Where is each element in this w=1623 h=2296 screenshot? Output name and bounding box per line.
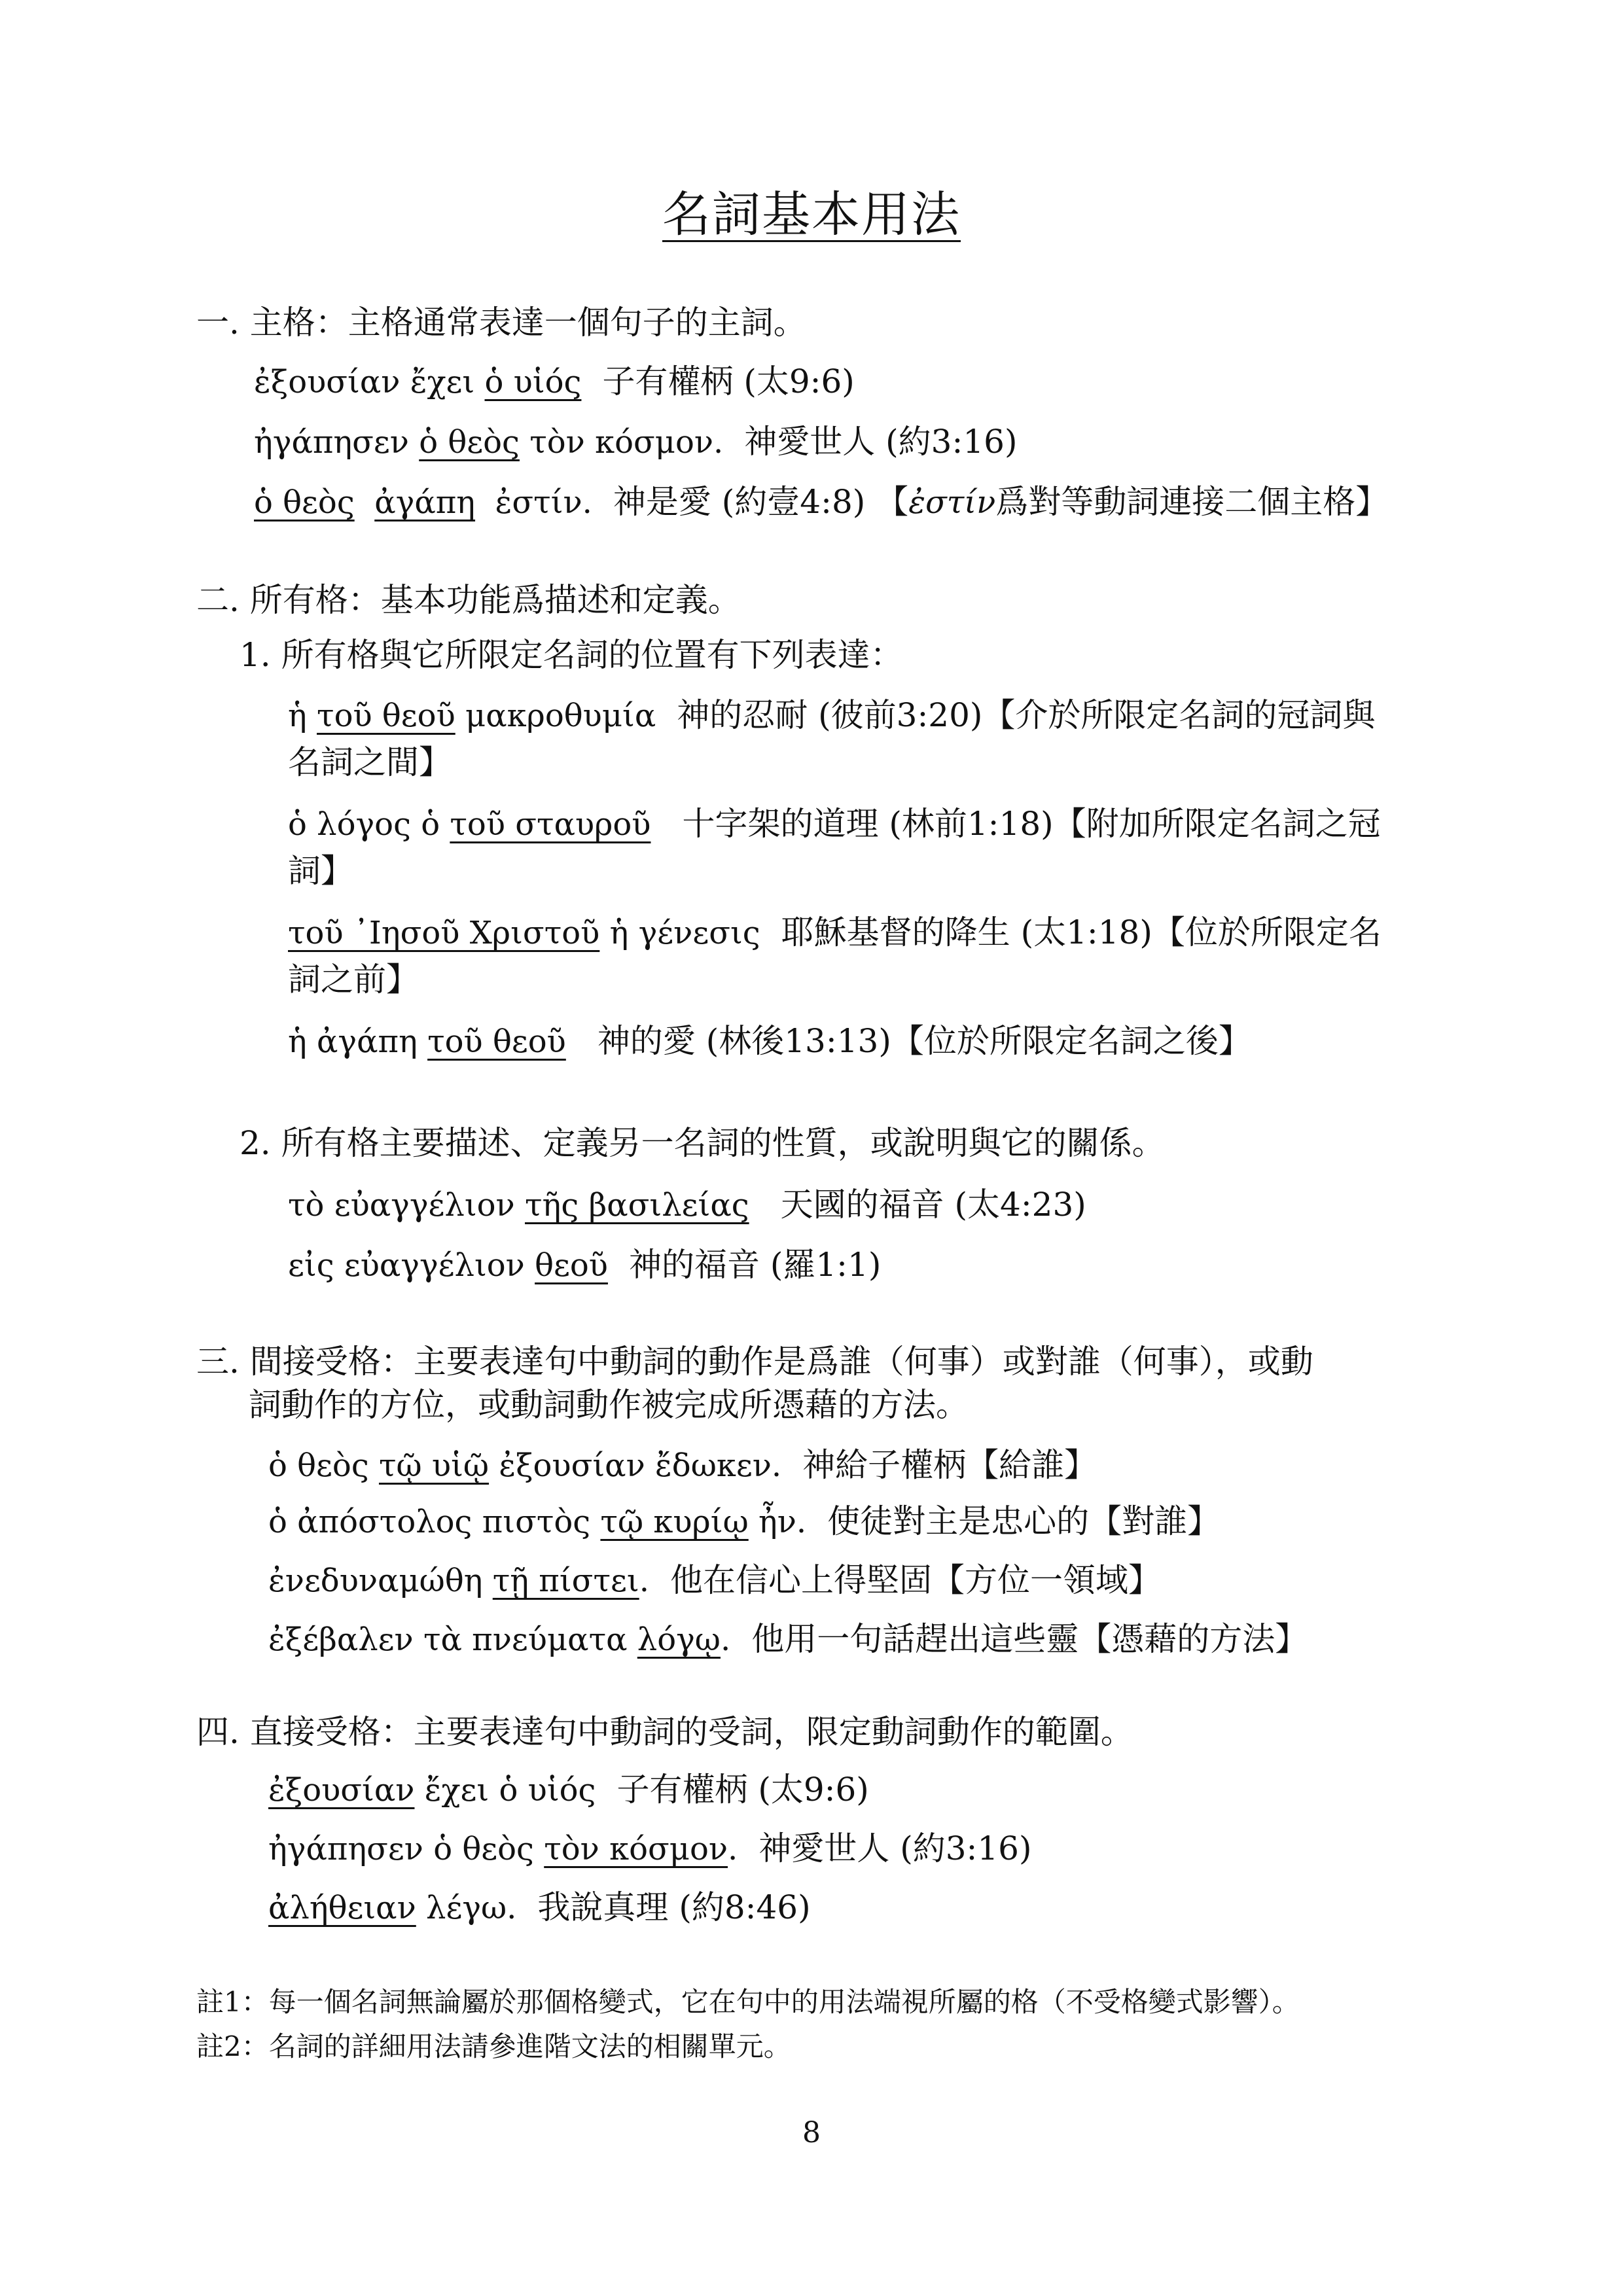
greek-underlined: ἐξουσίαν [268,1772,415,1809]
section-2-example-6 [288,1242,881,1288]
footnote-2: 註2：名詞的詳細用法請參進階文法的相關單元。 [196,2030,791,2062]
section-3-example-2 [268,1498,1220,1545]
section-3-example-3 [268,1557,1161,1604]
greek-text: εἰς εὐαγγέλιον [288,1247,535,1284]
section-2-example-5 [288,1182,1086,1228]
greek-underlined: ὁ υἱός [484,364,582,400]
greek-text: . [728,1831,738,1867]
greek-underlined: ὁ θεὸς [419,424,520,461]
section-2-example-2 [288,801,1381,847]
greek-text: ἡ γένεσις [599,915,760,951]
translation: 子有權柄 (太9:6) [616,1771,869,1809]
translation: 神的福音 (羅1:1) [628,1246,882,1284]
section-1-heading: 一. 主格：主格通常表達一個句子的主詞。 [196,304,806,342]
greek-underlined: λόγῳ [637,1621,721,1658]
translation: 天國的福音 (太4:23) [780,1186,1086,1224]
translation: 神的愛 (林後13:13)【位於所限定名詞之後】 [597,1022,1251,1060]
section-2-example-2-cont: 詞】 [288,852,353,890]
translation: 神愛世人 (約3:16) [758,1829,1032,1867]
translation: 子有權柄 (太9:6) [602,362,855,400]
section-2-subheading-1: 1. 所有格與它所限定名詞的位置有下列表達： [240,636,903,674]
section-1-example-1 [254,359,855,405]
section-2-example-3 [288,910,1382,956]
greek-text: ἐξέβαλεν τὰ πνεύματα [268,1621,637,1658]
section-4-example-1 [268,1767,869,1813]
page-title-text: 名詞基本用法 [662,186,961,243]
greek-text: ἐξουσίαν ἔδωκεν. [489,1447,782,1484]
greek-text: . [720,1621,731,1658]
greek-text: ὁ ἀπόστολος πιστὸς [268,1504,601,1540]
translation: 耶穌基督的降生 (太1:18)【位於所限定名 [781,913,1382,951]
greek-underlined: ἀγάπη [374,484,476,521]
section-4-example-2 [268,1826,1031,1872]
greek-text: τὸ εὐαγγέλιον [288,1187,525,1224]
page-number: 8 [802,2116,821,2149]
greek-text: ἦν. [748,1504,807,1540]
greek-underlined: τοῦ ᾿Ιησοῦ Χριστοῦ [288,915,600,951]
translation: 神給子權柄【給誰】 [802,1446,1097,1484]
greek-inline: ἐστίν [908,484,996,521]
greek-underlined: τῇ πίστει [492,1563,639,1599]
translation: 神的忍耐 (彼前3:20)【介於所限定名詞的冠詞與 [677,696,1376,734]
section-2-example-4 [288,1018,1251,1065]
greek-underlined: τῆς βασιλείας [525,1187,749,1224]
section-3-heading: 三. 間接受格：主要表達句中動詞的動作是爲誰（何事）或對誰（何事），或動 [196,1343,1313,1381]
greek-text: ἐξουσίαν ἔχει [254,364,485,400]
greek-space [355,484,375,521]
page-title [0,182,1623,247]
greek-underlined: τοῦ θεοῦ [427,1023,566,1060]
greek-underlined: τοῦ σταυροῦ [450,806,651,843]
translation: 他在信心上得堅固【方位一領域】 [669,1561,1161,1599]
greek-underlined: θεοῦ [535,1247,608,1284]
greek-text: ἡ ἀγάπη [288,1023,428,1060]
section-3-heading-cont: 詞動作的方位，或動詞動作被完成所憑藉的方法。 [249,1386,969,1424]
section-2-heading: 二. 所有格：基本功能爲描述和定義。 [196,581,741,619]
greek-underlined: τῷ κυρίῳ [600,1504,749,1540]
section-3-example-1 [268,1442,1097,1489]
section-2-example-1 [288,692,1375,739]
greek-text: τὸν κόσμον. [519,424,724,461]
greek-text: ὁ θεὸς [268,1447,379,1484]
translation: 他用一句話趕出這些靈【憑藉的方法】 [751,1620,1308,1658]
translation: 神愛世人 (約3:16) [744,423,1018,461]
greek-text: λέγω. [416,1890,517,1926]
greek-underlined: τῷ υἱῷ [378,1447,490,1484]
greek-underlined: ὁ θεὸς [254,484,355,521]
greek-text: ὁ λόγος ὁ [288,806,450,843]
translation: 使徒對主是忠心的【對誰】 [827,1502,1221,1540]
translation-note: 爲對等動詞連接二個主格】 [995,483,1389,521]
section-1-example-3 [254,479,1388,525]
section-4-example-3 [268,1884,811,1931]
greek-underlined: τὸν κόσμον [544,1831,728,1867]
footnote-1: 註1：每一個名詞無論屬於那個格變式，它在句中的用法端視所屬的格（不受格變式影響）。 [196,1986,1300,2018]
translation: 我說真理 (約8:46) [537,1888,811,1926]
section-2-example-1-cont: 名詞之間】 [288,743,452,781]
greek-text: . [639,1563,649,1599]
greek-text: ἐστίν. [475,484,592,521]
translation: 神是愛 (約壹4:8) 【 [613,483,909,521]
section-3-example-4 [268,1616,1308,1663]
translation: 十字架的道理 (林前1:18)【附加所限定名詞之冠 [682,805,1381,843]
greek-text: μακροθυμία [455,698,656,734]
greek-text: ἠγάπησεν [254,424,419,461]
section-2-example-3-cont: 詞之前】 [288,961,419,998]
section-4-heading: 四. 直接受格：主要表達句中動詞的受詞，限定動詞動作的範圍。 [196,1713,1133,1751]
greek-text: ἡ [288,698,317,734]
greek-text: ἔχει ὁ υἱός [414,1772,596,1809]
section-1-example-2 [254,419,1017,465]
greek-underlined: τοῦ θεοῦ [317,698,455,734]
greek-underlined: ἀλήθειαν [268,1890,416,1926]
section-2-subheading-2: 2. 所有格主要描述、定義另一名詞的性質，或說明與它的關係。 [240,1124,1165,1162]
greek-text: ἐνεδυναμώθη [268,1563,493,1599]
greek-text: ἠγάπησεν ὁ θεὸς [268,1831,544,1867]
